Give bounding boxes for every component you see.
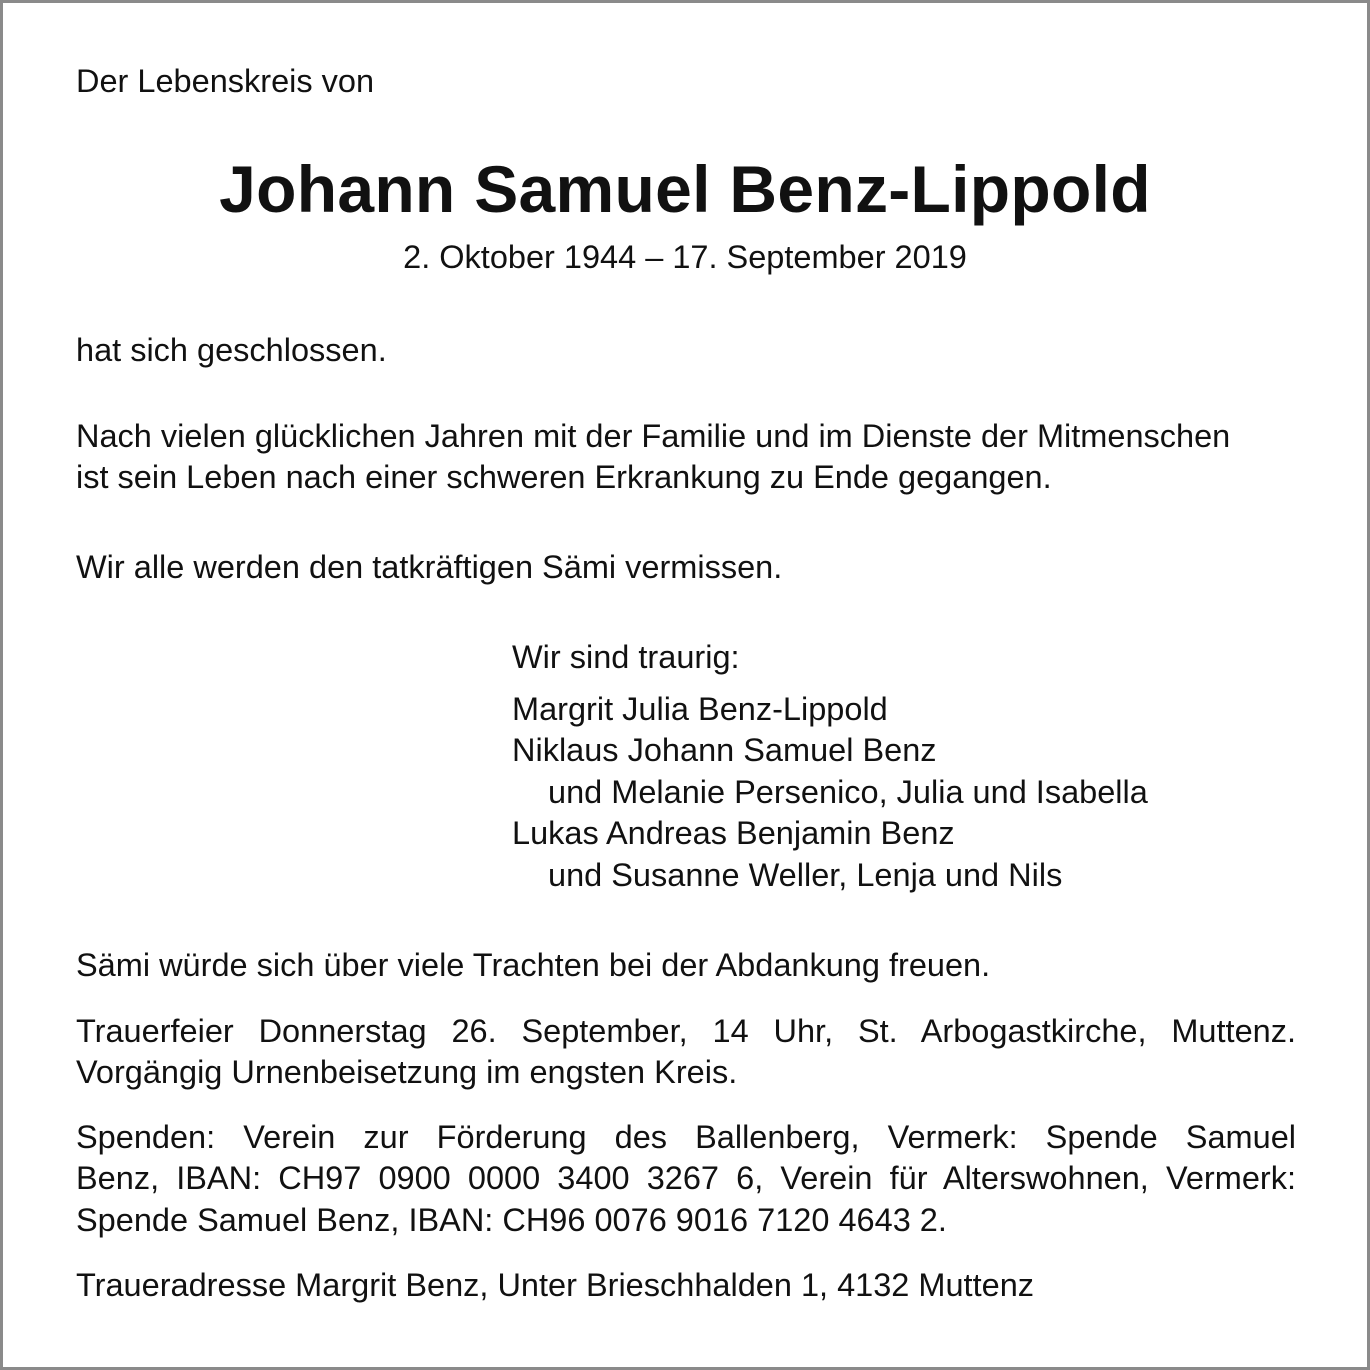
donation-line-1: Spenden: Verein zur Förderung des Ballenberg, Vermerk: Spende Samuel [76,1119,1296,1155]
mourner-line: Margrit Julia Benz-Lippold [512,691,888,727]
mourner-line: und Susanne Weller, Lenja und Nils [548,857,1063,893]
address-text: Traueradresse Margrit Benz, Unter Brieschhalden 1, 4132 Muttenz [76,1267,1035,1303]
ceremony-line-2: Vorgängig Urnenbeisetzung im engsten Kreis. [76,1054,738,1090]
closing-text: hat sich geschlossen. [76,332,387,368]
mourner-line: Lukas Andreas Benjamin Benz [512,815,955,851]
message-line-2: ist sein Leben nach einer schweren Erkrankung zu Ende gegangen. [76,459,1052,495]
deceased-name: Johann Samuel Benz-Lippold [219,152,1151,226]
donation-line-2: Benz, IBAN: CH97 0900 0000 3400 3267 6, Verein für Alterswohnen, Vermerk: [76,1160,1296,1196]
message-line-1: Nach vielen glücklichen Jahren mit der Familie und im Dienste der Mitmenschen [76,418,1231,454]
mourner-line: und Melanie Persenico, Julia und Isabella [548,774,1148,810]
ceremony-line-1: Trauerfeier Donnerstag 26. September, 14 Uhr, St. Arbogastkirche, Muttenz. [76,1013,1296,1049]
donation-line-3: Spende Samuel Benz, IBAN: CH96 0076 9016 7120 4643 2. [76,1202,947,1238]
life-dates: 2. Oktober 1944 – 17. September 2019 [403,239,967,275]
intro-text: Der Lebenskreis von [76,63,375,99]
mourners-heading: Wir sind traurig: [512,639,740,675]
mourner-line: Niklaus Johann Samuel Benz [512,732,937,768]
tracht-text: Sämi würde sich über viele Trachten bei der Abdankung freuen. [76,947,991,983]
miss-text: Wir alle werden den tatkräftigen Sämi vermissen. [76,549,783,585]
